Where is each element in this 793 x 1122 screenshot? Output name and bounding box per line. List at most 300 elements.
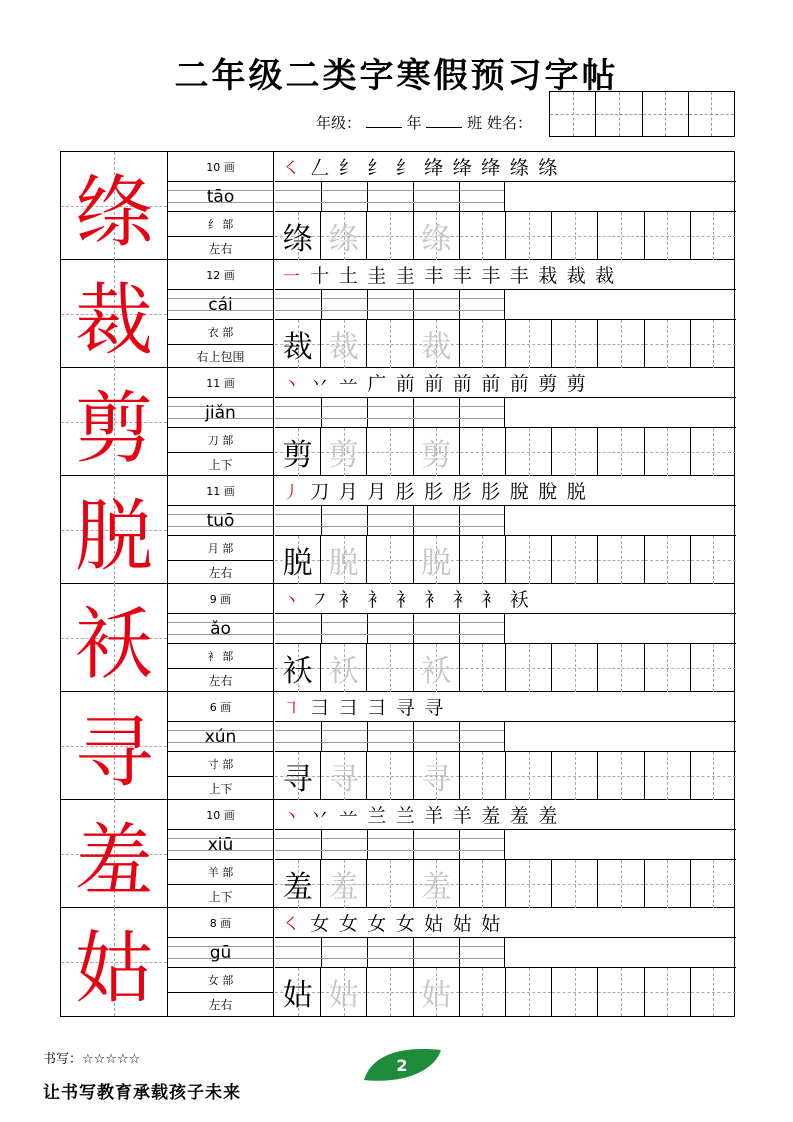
stroke-step: ㇛ — [282, 159, 300, 179]
tianzige-cell[interactable] — [645, 752, 691, 800]
tianzige-cell[interactable] — [414, 860, 460, 908]
radical: 纟 部 — [168, 212, 273, 237]
tianzige-cell[interactable] — [598, 752, 644, 800]
tianzige-cell[interactable] — [321, 536, 367, 584]
pinyin-writing-lines[interactable] — [275, 182, 736, 212]
stroke-step: 衤 — [367, 589, 387, 611]
pinyin-divider — [413, 506, 414, 535]
tianzige-cell[interactable] — [414, 212, 460, 260]
model-character: 脱 — [74, 492, 153, 582]
char-info — [168, 260, 274, 368]
model-character-box — [61, 260, 168, 368]
tianzige-cell[interactable] — [691, 428, 736, 476]
trace-character: 袄 — [328, 654, 359, 689]
radical: 衤 部 — [168, 644, 273, 669]
tianzige-cell[interactable] — [460, 968, 506, 1016]
pinyin-divider — [413, 722, 414, 751]
page-number-badge — [362, 1048, 442, 1082]
radical: 刀 部 — [168, 428, 273, 453]
tianzige-cell[interactable] — [552, 320, 598, 368]
tianzige-cell[interactable] — [321, 428, 367, 476]
stroke-step: 丶 — [282, 375, 300, 395]
pinyin-cell — [168, 506, 273, 536]
model-character-box — [61, 584, 168, 692]
tianzige-cell[interactable] — [645, 644, 691, 692]
pinyin-divider — [459, 290, 460, 319]
tianzige-cell[interactable] — [460, 644, 506, 692]
char-info — [168, 152, 274, 260]
tianzige-cell[interactable] — [367, 320, 413, 368]
tianzige-cell[interactable] — [367, 428, 413, 476]
stroke-step: 月 — [367, 481, 387, 503]
pinyin-divider — [321, 398, 322, 427]
stroke-step: 剪 — [538, 373, 558, 395]
name-cell[interactable] — [550, 92, 596, 136]
trace-character: 姑 — [328, 978, 359, 1013]
tianzige-cell[interactable] — [598, 212, 644, 260]
tianzige-cell[interactable] — [460, 860, 506, 908]
structure: 左右 — [208, 998, 233, 1012]
pinyin: cái — [208, 294, 233, 315]
stroke-count: 10 画 — [168, 800, 273, 830]
pinyin: xún — [204, 726, 237, 747]
structure: 上下 — [208, 782, 233, 796]
pinyin-divider — [459, 614, 460, 643]
char-practice-row — [61, 260, 734, 368]
tianzige-cell[interactable] — [414, 644, 460, 692]
pinyin-divider — [459, 506, 460, 535]
pinyin-writing-lines[interactable] — [275, 614, 736, 644]
model-character-box — [61, 152, 168, 260]
name-cell[interactable] — [689, 92, 734, 136]
pinyin-cell — [168, 614, 273, 644]
tianzige-cell[interactable] — [598, 968, 644, 1016]
stroke-step: 彐 — [338, 697, 358, 719]
tianzige-cell[interactable] — [691, 644, 736, 692]
pinyin-divider — [367, 614, 368, 643]
char-practice-row — [61, 368, 734, 476]
tianzige-row — [275, 320, 736, 368]
pinyin-divider — [321, 290, 322, 319]
tianzige-cell[interactable] — [645, 536, 691, 584]
stroke-step: 羞 — [481, 805, 501, 827]
stroke-step: 裁 — [566, 265, 586, 287]
tianzige-cell[interactable] — [552, 212, 598, 260]
slogan: 让书写教育承载孩子未来 — [43, 1083, 241, 1103]
student-info-row — [316, 112, 532, 133]
stroke-step: 丷 — [310, 805, 330, 827]
stroke-order — [275, 692, 736, 722]
stroke-step: 女 — [367, 913, 387, 935]
trace-character: 脱 — [328, 546, 359, 581]
radical: 衣 部 — [168, 320, 273, 345]
stroke-order — [275, 476, 736, 506]
trace-character: 剪 — [421, 438, 452, 473]
model-character-box — [61, 800, 168, 908]
tianzige-row — [275, 968, 736, 1016]
sample-character: 剪 — [282, 438, 313, 473]
tianzige-cell[interactable] — [552, 428, 598, 476]
stroke-step: 丰 — [424, 265, 444, 287]
stroke-step: 羞 — [509, 805, 529, 827]
stroke-step: 月 — [338, 481, 358, 503]
tianzige-cell[interactable] — [691, 320, 736, 368]
stroke-step: 彐 — [367, 697, 387, 719]
pinyin-divider — [504, 614, 505, 643]
structure: 左右 — [208, 242, 233, 256]
trace-character: 绦 — [328, 222, 359, 257]
pinyin-divider — [321, 938, 322, 967]
tianzige-cell[interactable] — [598, 536, 644, 584]
tianzige-cell[interactable] — [321, 752, 367, 800]
pinyin-divider — [367, 506, 368, 535]
page-title: 二年级二类字寒假预习字帖 — [174, 56, 619, 96]
pinyin: gū — [209, 942, 232, 963]
tianzige-cell[interactable] — [460, 212, 506, 260]
pinyin-cell — [168, 938, 273, 968]
pinyin-divider — [504, 506, 505, 535]
trace-character: 袄 — [421, 654, 452, 689]
sample-character: 裁 — [282, 330, 313, 365]
stroke-step: 脫 — [538, 481, 558, 503]
stroke-step: 圭 — [367, 265, 387, 287]
stroke-step: 衤 — [338, 589, 358, 611]
tianzige-cell[interactable] — [367, 860, 413, 908]
tianzige-cell[interactable] — [321, 860, 367, 908]
pinyin: ǎo — [210, 618, 231, 639]
char-info — [168, 368, 274, 476]
pinyin-divider — [367, 722, 368, 751]
pinyin-cell — [168, 290, 273, 320]
tianzige-cell[interactable] — [367, 752, 413, 800]
stroke-step: 丷 — [310, 373, 330, 395]
stroke-step: 剪 — [566, 373, 586, 395]
stroke-step: 姑 — [481, 913, 501, 935]
stroke-step: 𠃋 — [310, 157, 330, 179]
class-blank[interactable] — [426, 114, 462, 128]
stroke-step: 绛 — [481, 157, 501, 179]
char-practice-row — [61, 476, 734, 584]
tianzige-cell[interactable] — [367, 212, 413, 260]
tianzige-cell[interactable] — [367, 968, 413, 1016]
tianzige-cell[interactable] — [645, 860, 691, 908]
model-character: 剪 — [74, 384, 153, 474]
tianzige-cell[interactable] — [506, 860, 552, 908]
stroke-step: 羊 — [424, 805, 444, 827]
tianzige-cell[interactable] — [506, 428, 552, 476]
stroke-step: ㇛ — [282, 915, 300, 935]
pinyin-divider — [321, 506, 322, 535]
stroke-count: 6 画 — [168, 692, 273, 722]
class-label: 班 — [467, 114, 483, 132]
tianzige-cell[interactable] — [460, 320, 506, 368]
tianzige-cell[interactable] — [414, 752, 460, 800]
stroke-step: ㇕ — [282, 699, 300, 719]
structure: 右上包围 — [196, 350, 245, 364]
pinyin-divider — [321, 722, 322, 751]
tianzige-cell[interactable] — [691, 752, 736, 800]
tianzige-cell[interactable] — [645, 428, 691, 476]
tianzige-cell[interactable] — [321, 644, 367, 692]
tianzige-cell[interactable] — [598, 860, 644, 908]
stroke-step: 十 — [310, 265, 330, 287]
tianzige-cell[interactable] — [691, 536, 736, 584]
pinyin-divider — [413, 182, 414, 211]
pinyin-divider — [413, 290, 414, 319]
pinyin-writing-lines[interactable] — [275, 830, 736, 860]
tianzige-cell[interactable] — [506, 752, 552, 800]
stroke-step: 绛 — [452, 157, 472, 179]
pinyin-divider — [504, 182, 505, 211]
tianzige-cell[interactable] — [275, 212, 321, 260]
stroke-count: 11 画 — [168, 368, 273, 398]
pinyin-divider — [413, 614, 414, 643]
trace-character: 裁 — [328, 330, 359, 365]
stroke-step: 袄 — [509, 589, 529, 611]
stroke-step: 衤 — [424, 589, 444, 611]
model-character-box — [61, 692, 168, 800]
tianzige-cell[interactable] — [460, 752, 506, 800]
stroke-step: 寻 — [424, 697, 444, 719]
stroke-step: 肜 — [395, 481, 415, 503]
stroke-step: 䒑 — [338, 373, 358, 395]
tianzige-cell[interactable] — [275, 320, 321, 368]
stroke-step: 绦 — [509, 157, 529, 179]
pinyin-divider — [504, 290, 505, 319]
stroke-count: 10 画 — [168, 152, 273, 182]
tianzige-cell[interactable] — [321, 968, 367, 1016]
stroke-count: 8 画 — [168, 908, 273, 938]
pinyin-divider — [321, 182, 322, 211]
tianzige-cell[interactable] — [506, 212, 552, 260]
radical: 羊 部 — [168, 860, 273, 885]
stroke-step: ㇇ — [310, 589, 330, 611]
stroke-step: 脫 — [509, 481, 529, 503]
pinyin-divider — [367, 290, 368, 319]
pinyin-divider — [504, 398, 505, 427]
stroke-step: 土 — [338, 265, 358, 287]
pinyin: tuō — [206, 510, 235, 531]
tianzige-cell[interactable] — [414, 428, 460, 476]
pinyin: tāo — [206, 186, 235, 207]
pinyin-cell — [168, 182, 273, 212]
tianzige-cell[interactable] — [645, 212, 691, 260]
char-info — [168, 908, 274, 1016]
sample-character: 寻 — [282, 762, 313, 797]
pinyin-divider — [459, 722, 460, 751]
tianzige-cell[interactable] — [506, 968, 552, 1016]
stroke-order — [275, 800, 736, 830]
model-character-box — [61, 368, 168, 476]
tianzige-cell[interactable] — [275, 968, 321, 1016]
stroke-count: 12 画 — [168, 260, 273, 290]
model-character: 寻 — [74, 708, 153, 798]
stroke-order — [275, 584, 736, 614]
pinyin-divider — [321, 830, 322, 859]
tianzige-cell[interactable] — [367, 536, 413, 584]
tianzige-cell[interactable] — [645, 968, 691, 1016]
tianzige-cell[interactable] — [598, 644, 644, 692]
structure: 上下 — [208, 890, 233, 904]
stroke-step: 姑 — [424, 913, 444, 935]
pinyin-divider — [459, 182, 460, 211]
tianzige-cell[interactable] — [552, 536, 598, 584]
stroke-step: 绛 — [424, 157, 444, 179]
stroke-step: 肜 — [481, 481, 501, 503]
tianzige-cell[interactable] — [691, 968, 736, 1016]
radical: 寸 部 — [168, 752, 273, 777]
stroke-step: 丶 — [282, 807, 300, 827]
stroke-step: 绦 — [538, 157, 558, 179]
stroke-step: 纟 — [338, 157, 358, 179]
stroke-order — [275, 368, 736, 398]
stroke-step: 裁 — [595, 265, 615, 287]
tianzige-cell[interactable] — [506, 644, 552, 692]
trace-character: 寻 — [421, 762, 452, 797]
tianzige-cell[interactable] — [321, 320, 367, 368]
tianzige-cell[interactable] — [691, 860, 736, 908]
stroke-step: 女 — [310, 913, 330, 935]
structure: 左右 — [208, 566, 233, 580]
stroke-step: 前 — [452, 373, 472, 395]
model-character: 姑 — [74, 924, 153, 1014]
stroke-step: 纟 — [395, 157, 415, 179]
stroke-step: 前 — [481, 373, 501, 395]
stroke-count: 11 画 — [168, 476, 273, 506]
grade-blank[interactable] — [366, 114, 402, 128]
sample-character: 姑 — [282, 978, 313, 1013]
pinyin-writing-lines[interactable] — [275, 506, 736, 536]
tianzige-row — [275, 536, 736, 584]
stroke-step: 姑 — [452, 913, 472, 935]
stroke-step: 前 — [509, 373, 529, 395]
pinyin-divider — [367, 182, 368, 211]
stroke-step: 栽 — [538, 265, 558, 287]
tianzige-cell[interactable] — [552, 968, 598, 1016]
char-practice-row — [61, 152, 734, 260]
tianzige-cell[interactable] — [598, 320, 644, 368]
char-info — [168, 692, 274, 800]
radical: 女 部 — [168, 968, 273, 993]
tianzige-cell[interactable] — [552, 860, 598, 908]
tianzige-cell[interactable] — [275, 752, 321, 800]
stroke-step: 寻 — [395, 697, 415, 719]
char-info — [168, 584, 274, 692]
pinyin-divider — [504, 830, 505, 859]
tianzige-cell[interactable] — [506, 320, 552, 368]
stroke-step: 羞 — [538, 805, 558, 827]
structure: 上下 — [208, 458, 233, 472]
trace-character: 姑 — [421, 978, 452, 1013]
stroke-step: 丿 — [282, 483, 300, 503]
tianzige-cell[interactable] — [321, 212, 367, 260]
name-cell[interactable] — [596, 92, 642, 136]
char-practice-row — [61, 800, 734, 908]
stroke-step: 肜 — [424, 481, 444, 503]
stroke-step: 肜 — [452, 481, 472, 503]
model-character-box — [61, 908, 168, 1016]
pinyin-divider — [504, 722, 505, 751]
tianzige-cell[interactable] — [552, 644, 598, 692]
model-character: 裁 — [74, 276, 153, 366]
tianzige-row — [275, 752, 736, 800]
stroke-step: 丰 — [481, 265, 501, 287]
stroke-step: 一 — [282, 267, 300, 287]
sample-character: 脱 — [282, 546, 313, 581]
pinyin-divider — [459, 830, 460, 859]
tianzige-row — [275, 644, 736, 692]
tianzige-cell[interactable] — [691, 212, 736, 260]
trace-character: 羞 — [421, 870, 452, 905]
pinyin-writing-lines[interactable] — [275, 290, 736, 320]
year-label: 年 — [406, 114, 422, 132]
tianzige-cell[interactable] — [275, 428, 321, 476]
name-cell[interactable] — [643, 92, 689, 136]
tianzige-cell[interactable] — [460, 428, 506, 476]
pinyin: jiǎn — [205, 402, 236, 423]
model-character: 羞 — [74, 816, 153, 906]
stroke-count: 9 画 — [168, 584, 273, 614]
tianzige-cell[interactable] — [645, 320, 691, 368]
pinyin-writing-lines[interactable] — [275, 722, 736, 752]
name-label: 姓名： — [486, 114, 532, 132]
trace-character: 脱 — [421, 546, 452, 581]
page-number: 2 — [396, 1055, 408, 1075]
trace-character: 绦 — [421, 222, 452, 257]
pinyin-divider — [367, 398, 368, 427]
stroke-step: 羊 — [452, 805, 472, 827]
tianzige-cell[interactable] — [275, 860, 321, 908]
model-character: 绦 — [74, 168, 153, 258]
tianzige-cell[interactable] — [414, 320, 460, 368]
grade-label: 年级： — [316, 114, 362, 132]
tianzige-row — [275, 860, 736, 908]
model-character-box — [61, 476, 168, 584]
stroke-step: 兰 — [395, 805, 415, 827]
char-practice-row — [61, 692, 734, 800]
pinyin-divider — [321, 614, 322, 643]
char-practice-row — [61, 908, 734, 1016]
pinyin-writing-lines[interactable] — [275, 398, 736, 428]
stroke-step: 刀 — [310, 481, 330, 503]
stroke-order — [275, 152, 736, 182]
char-practice-row — [61, 584, 734, 692]
pinyin: xiū — [207, 834, 234, 855]
name-writing-grid[interactable] — [549, 91, 735, 137]
pinyin-writing-lines[interactable] — [275, 938, 736, 968]
tianzige-cell[interactable] — [598, 428, 644, 476]
tianzige-cell[interactable] — [460, 536, 506, 584]
tianzige-cell[interactable] — [367, 644, 413, 692]
tianzige-cell[interactable] — [552, 752, 598, 800]
stroke-step: 丰 — [509, 265, 529, 287]
radical: 月 部 — [168, 536, 273, 561]
trace-character: 羞 — [328, 870, 359, 905]
tianzige-cell[interactable] — [414, 968, 460, 1016]
pinyin-cell — [168, 398, 273, 428]
sample-character: 袄 — [282, 654, 313, 689]
char-info — [168, 476, 274, 584]
tianzige-cell[interactable] — [275, 536, 321, 584]
stroke-step: 彐 — [310, 697, 330, 719]
pinyin-divider — [459, 398, 460, 427]
tianzige-cell[interactable] — [414, 536, 460, 584]
pinyin-divider — [367, 938, 368, 967]
trace-character: 寻 — [328, 762, 359, 797]
tianzige-cell[interactable] — [506, 536, 552, 584]
tianzige-cell[interactable] — [275, 644, 321, 692]
sample-character: 绦 — [282, 222, 313, 257]
